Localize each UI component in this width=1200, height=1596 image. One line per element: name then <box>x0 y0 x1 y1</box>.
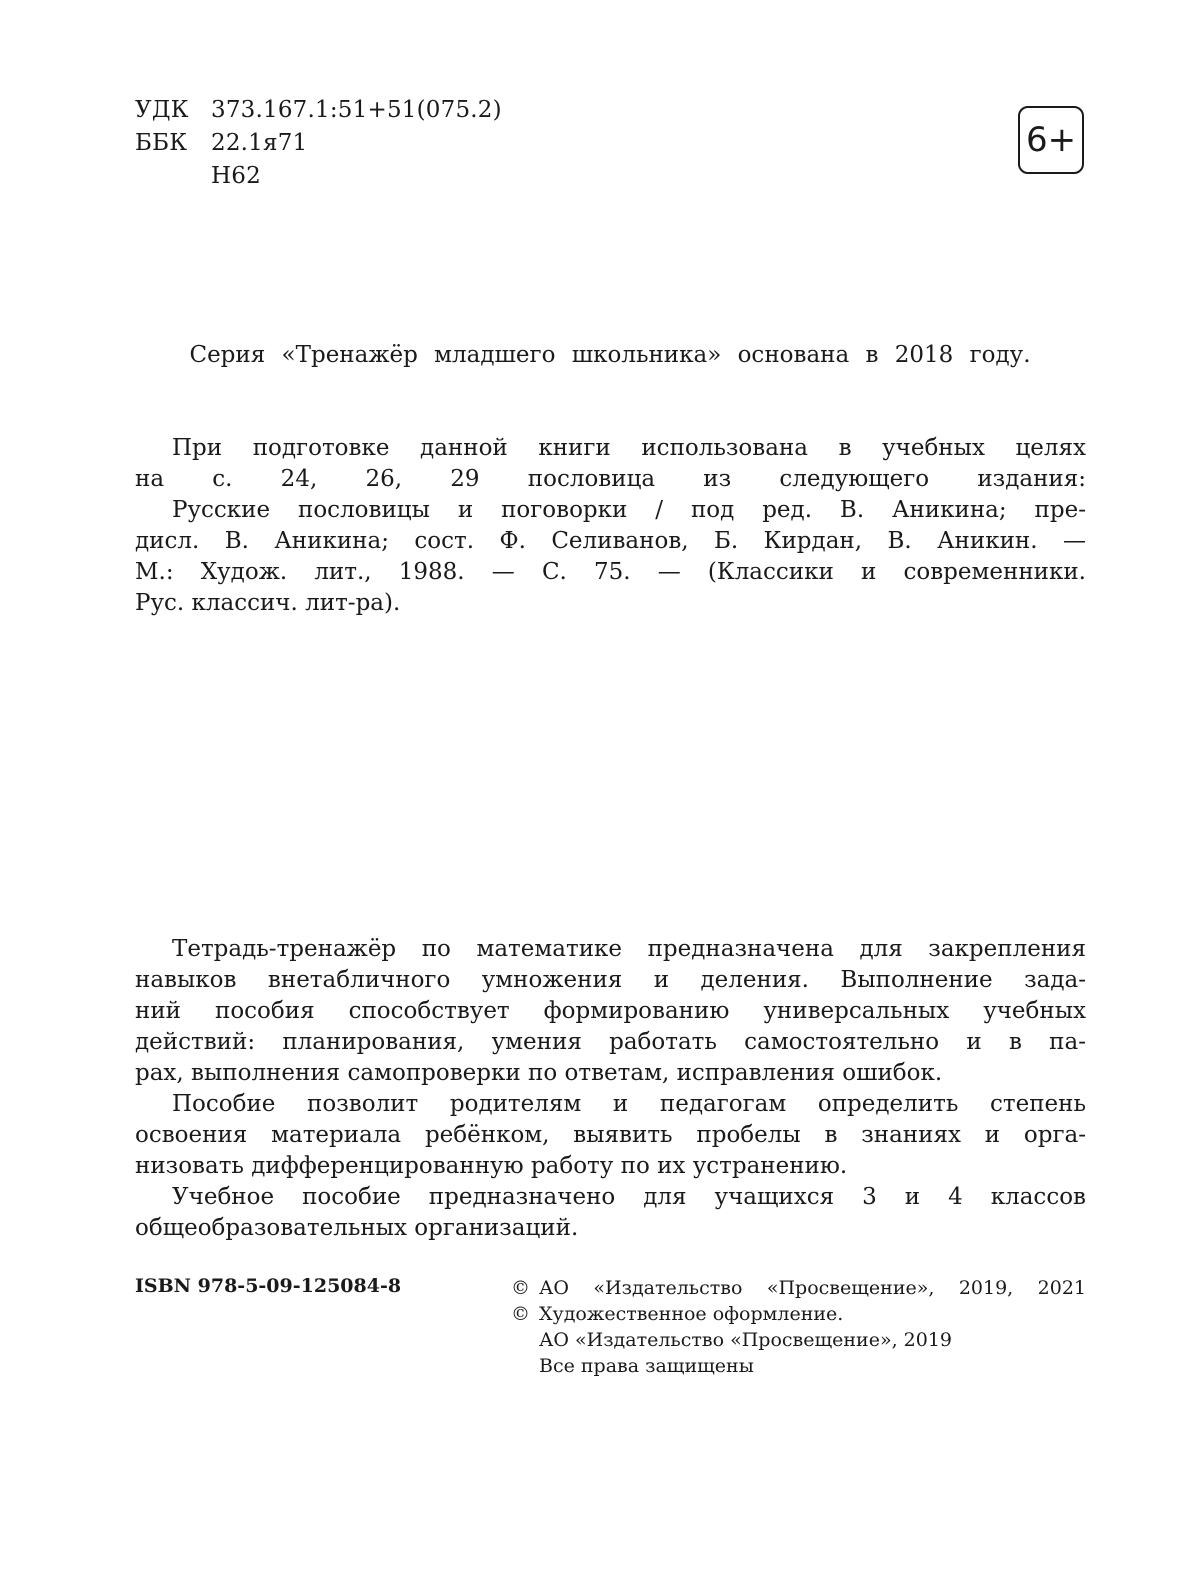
sources-line: Русские пословицы и поговорки / под ред. В. Аникина; пре- <box>172 497 1086 523</box>
bbk-row <box>135 127 502 160</box>
annotation-line: Пособие позволит родителям и педагогам определить степень <box>172 1091 1086 1117</box>
copyright-design: Художественное оформление. <box>539 1303 844 1325</box>
annotation-line: общеобразовательных организаций. <box>135 1215 579 1241</box>
author-mark: Н62 <box>211 163 261 189</box>
sources-paragraph <box>135 433 1086 619</box>
annotation-paragraph <box>135 934 1086 1244</box>
sources-line: Рус. классич. лит-ра). <box>135 590 401 616</box>
bbk-value: 22.1я71 <box>211 130 308 156</box>
sources-line: дисл. В. Аникина; сост. Ф. Селиванов, Б. Кирдан, В. Аникин. — <box>135 528 1086 554</box>
copyright-block <box>511 1275 1086 1379</box>
copyright-line: Все права защищены <box>539 1355 754 1377</box>
author-mark-row <box>135 160 502 193</box>
sources-line: М.: Худож. лит., 1988. — С. 75. — (Классики и современники. <box>135 559 1086 585</box>
sources-line: на с. 24, 26, 29 пословица из следующего издания: <box>135 466 1086 492</box>
copyright-publisher: АО «Издательство «Просвещение», 2019, 2021 <box>539 1277 1086 1299</box>
udk-value: 373.167.1:51+51(075.2) <box>211 97 502 123</box>
copyright-line: АО «Издательство «Просвещение», 2019 <box>539 1329 952 1351</box>
bbk-label: ББК <box>135 130 188 156</box>
copyright-line <box>511 1301 1086 1327</box>
age-rating-badge: 6+ <box>1018 106 1084 174</box>
annotation-line: рах, выполнения самопроверки по ответам, исправления ошибок. <box>135 1060 943 1086</box>
sources-line: При подготовке данной книги использована в учебных целях <box>172 435 1086 461</box>
udk-row <box>135 94 502 127</box>
annotation-line: освоения материала ребёнком, выявить пробелы в знаниях и орга- <box>135 1122 1086 1148</box>
annotation-line: Учебное пособие предназначено для учащихся 3 и 4 классов <box>172 1184 1086 1210</box>
annotation-line: низовать дифференцированную работу по их устранению. <box>135 1153 848 1179</box>
annotation-line: навыков внетабличного умножения и деления. Выполнение зада- <box>135 967 1086 993</box>
copyright-line <box>511 1275 1086 1301</box>
udk-label: УДК <box>135 97 189 123</box>
annotation-line: действий: планирования, умения работать самостоятельно и в па- <box>135 1029 1086 1055</box>
copyright-symbol-icon: © <box>511 1303 530 1325</box>
isbn: ISBN 978-5-09-125084-8 <box>135 1275 402 1297</box>
annotation-line: ний пособия способствует формированию универсальных учебных <box>135 998 1086 1024</box>
series-note: Серия «Тренажёр младшего школьника» основана в 2018 году. <box>189 342 1031 368</box>
copyright-symbol-icon: © <box>511 1277 530 1299</box>
annotation-line: Тетрадь-тренажёр по математике предназначена для закрепления <box>172 936 1086 962</box>
bibliographic-index <box>135 94 502 193</box>
